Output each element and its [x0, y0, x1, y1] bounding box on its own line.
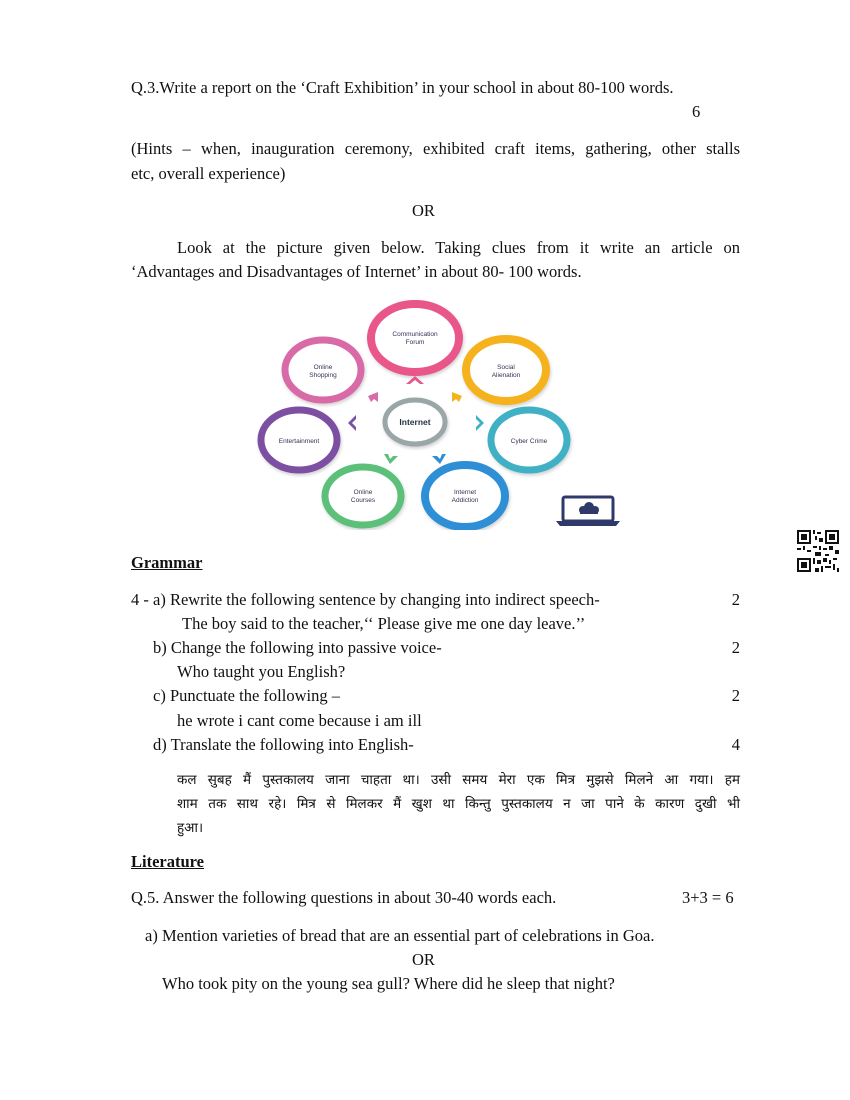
- q5-question: Q.5. Answer the following questions in about 30-40 words each.: [131, 888, 557, 907]
- node-online-courses: [325, 467, 401, 525]
- grammar-d-label: d) Translate the following into English-: [153, 735, 414, 754]
- node-internet-center: [385, 400, 445, 444]
- qr-code-icon: [797, 530, 839, 572]
- hindi-line-1: कल सुबह मैं पुस्तकालय जाना चाहता था। उसी समय मेरा एक मित्र मुझसे मिलने आ गया। हम: [177, 772, 740, 788]
- q5-marks: 3+3 = 6: [682, 888, 734, 907]
- node-social-alienation: [466, 339, 546, 401]
- q3-marks: 6: [692, 102, 701, 121]
- grammar-b-marks: 2: [731, 638, 740, 657]
- grammar-c-marks: 2: [731, 686, 740, 705]
- grammar-heading: Grammar: [131, 553, 203, 572]
- label-internet-center: Internet: [399, 417, 431, 427]
- internet-diagram: [250, 298, 630, 530]
- label-addiction: Addiction: [451, 497, 479, 504]
- q5-a-text: a) Mention varieties of bread that are an essential part of celebrations in Goa.: [145, 926, 655, 945]
- q3-alt-line2: ‘Advantages and Disadvantages of Internet’ in about 80- 100 words.: [131, 262, 582, 281]
- laptop-icon: [556, 497, 620, 526]
- arrow-right-icon: [476, 415, 484, 431]
- label-online-1: Online: [313, 364, 333, 371]
- grammar-c-label: c) Punctuate the following –: [153, 686, 340, 705]
- grammar-d-marks: 4: [731, 735, 740, 754]
- arrow-upleft-icon: [368, 392, 378, 402]
- grammar-a-label: 4 - a) Rewrite the following sentence by changing into indirect speech-: [131, 590, 600, 609]
- node-cyber-crime: [491, 410, 567, 470]
- label-alienation: Alienation: [491, 372, 521, 379]
- grammar-b-text: Who taught you English?: [177, 662, 346, 681]
- label-forum: Forum: [405, 339, 425, 346]
- arrow-downleft-icon: [384, 454, 398, 464]
- label-internet-2: Internet: [453, 489, 477, 496]
- q3-hints-line1: (Hints – when, inauguration ceremony, exhibited craft items, gathering, other stalls: [131, 139, 740, 158]
- q3-question: Q.3.Write a report on the ‘Craft Exhibition’ in your school in about 80-100 words.: [131, 78, 674, 97]
- node-internet-addiction: [425, 465, 505, 527]
- label-courses: Courses: [350, 497, 376, 504]
- arrow-upright-icon: [452, 392, 462, 402]
- label-shopping: Shopping: [309, 372, 337, 379]
- node-entertainment: [261, 410, 337, 470]
- arrow-downright-icon: [432, 454, 446, 464]
- q3-alt-line1: Look at the picture given below. Taking clues from it write an article on: [177, 238, 740, 257]
- label-online-2: Online: [353, 489, 373, 496]
- label-cyber-crime: Cyber Crime: [510, 438, 548, 445]
- q5-or: OR: [412, 950, 435, 969]
- label-entertainment: Entertainment: [278, 438, 320, 445]
- q3-or: OR: [412, 201, 435, 220]
- grammar-a-text: The boy said to the teacher,‘‘ Please give me one day leave.’’: [182, 614, 586, 633]
- label-social: Social: [497, 364, 515, 371]
- grammar-a-marks: 2: [731, 590, 740, 609]
- grammar-c-text: he wrote i cant come because i am ill: [177, 711, 422, 730]
- literature-heading: Literature: [131, 852, 205, 871]
- hindi-line-3: हुआ।: [177, 820, 204, 836]
- arrow-left-icon: [348, 415, 356, 431]
- arrow-up-icon: [406, 376, 424, 384]
- node-communication-forum: [371, 304, 459, 372]
- q5-alt-text: Who took pity on the young sea gull? Where did he sleep that night?: [162, 974, 615, 993]
- node-online-shopping: [285, 340, 361, 400]
- q3-hints-line2: etc, overall experience): [131, 164, 286, 183]
- grammar-b-label: b) Change the following into passive voice-: [153, 638, 442, 657]
- label-communication: Communication: [392, 331, 438, 338]
- hindi-line-2: शाम तक साथ रहे। मित्र से मिलकर मैं खुश था किन्तु पुस्तकालय न जा पाने के कारण दुखी भी: [177, 796, 740, 812]
